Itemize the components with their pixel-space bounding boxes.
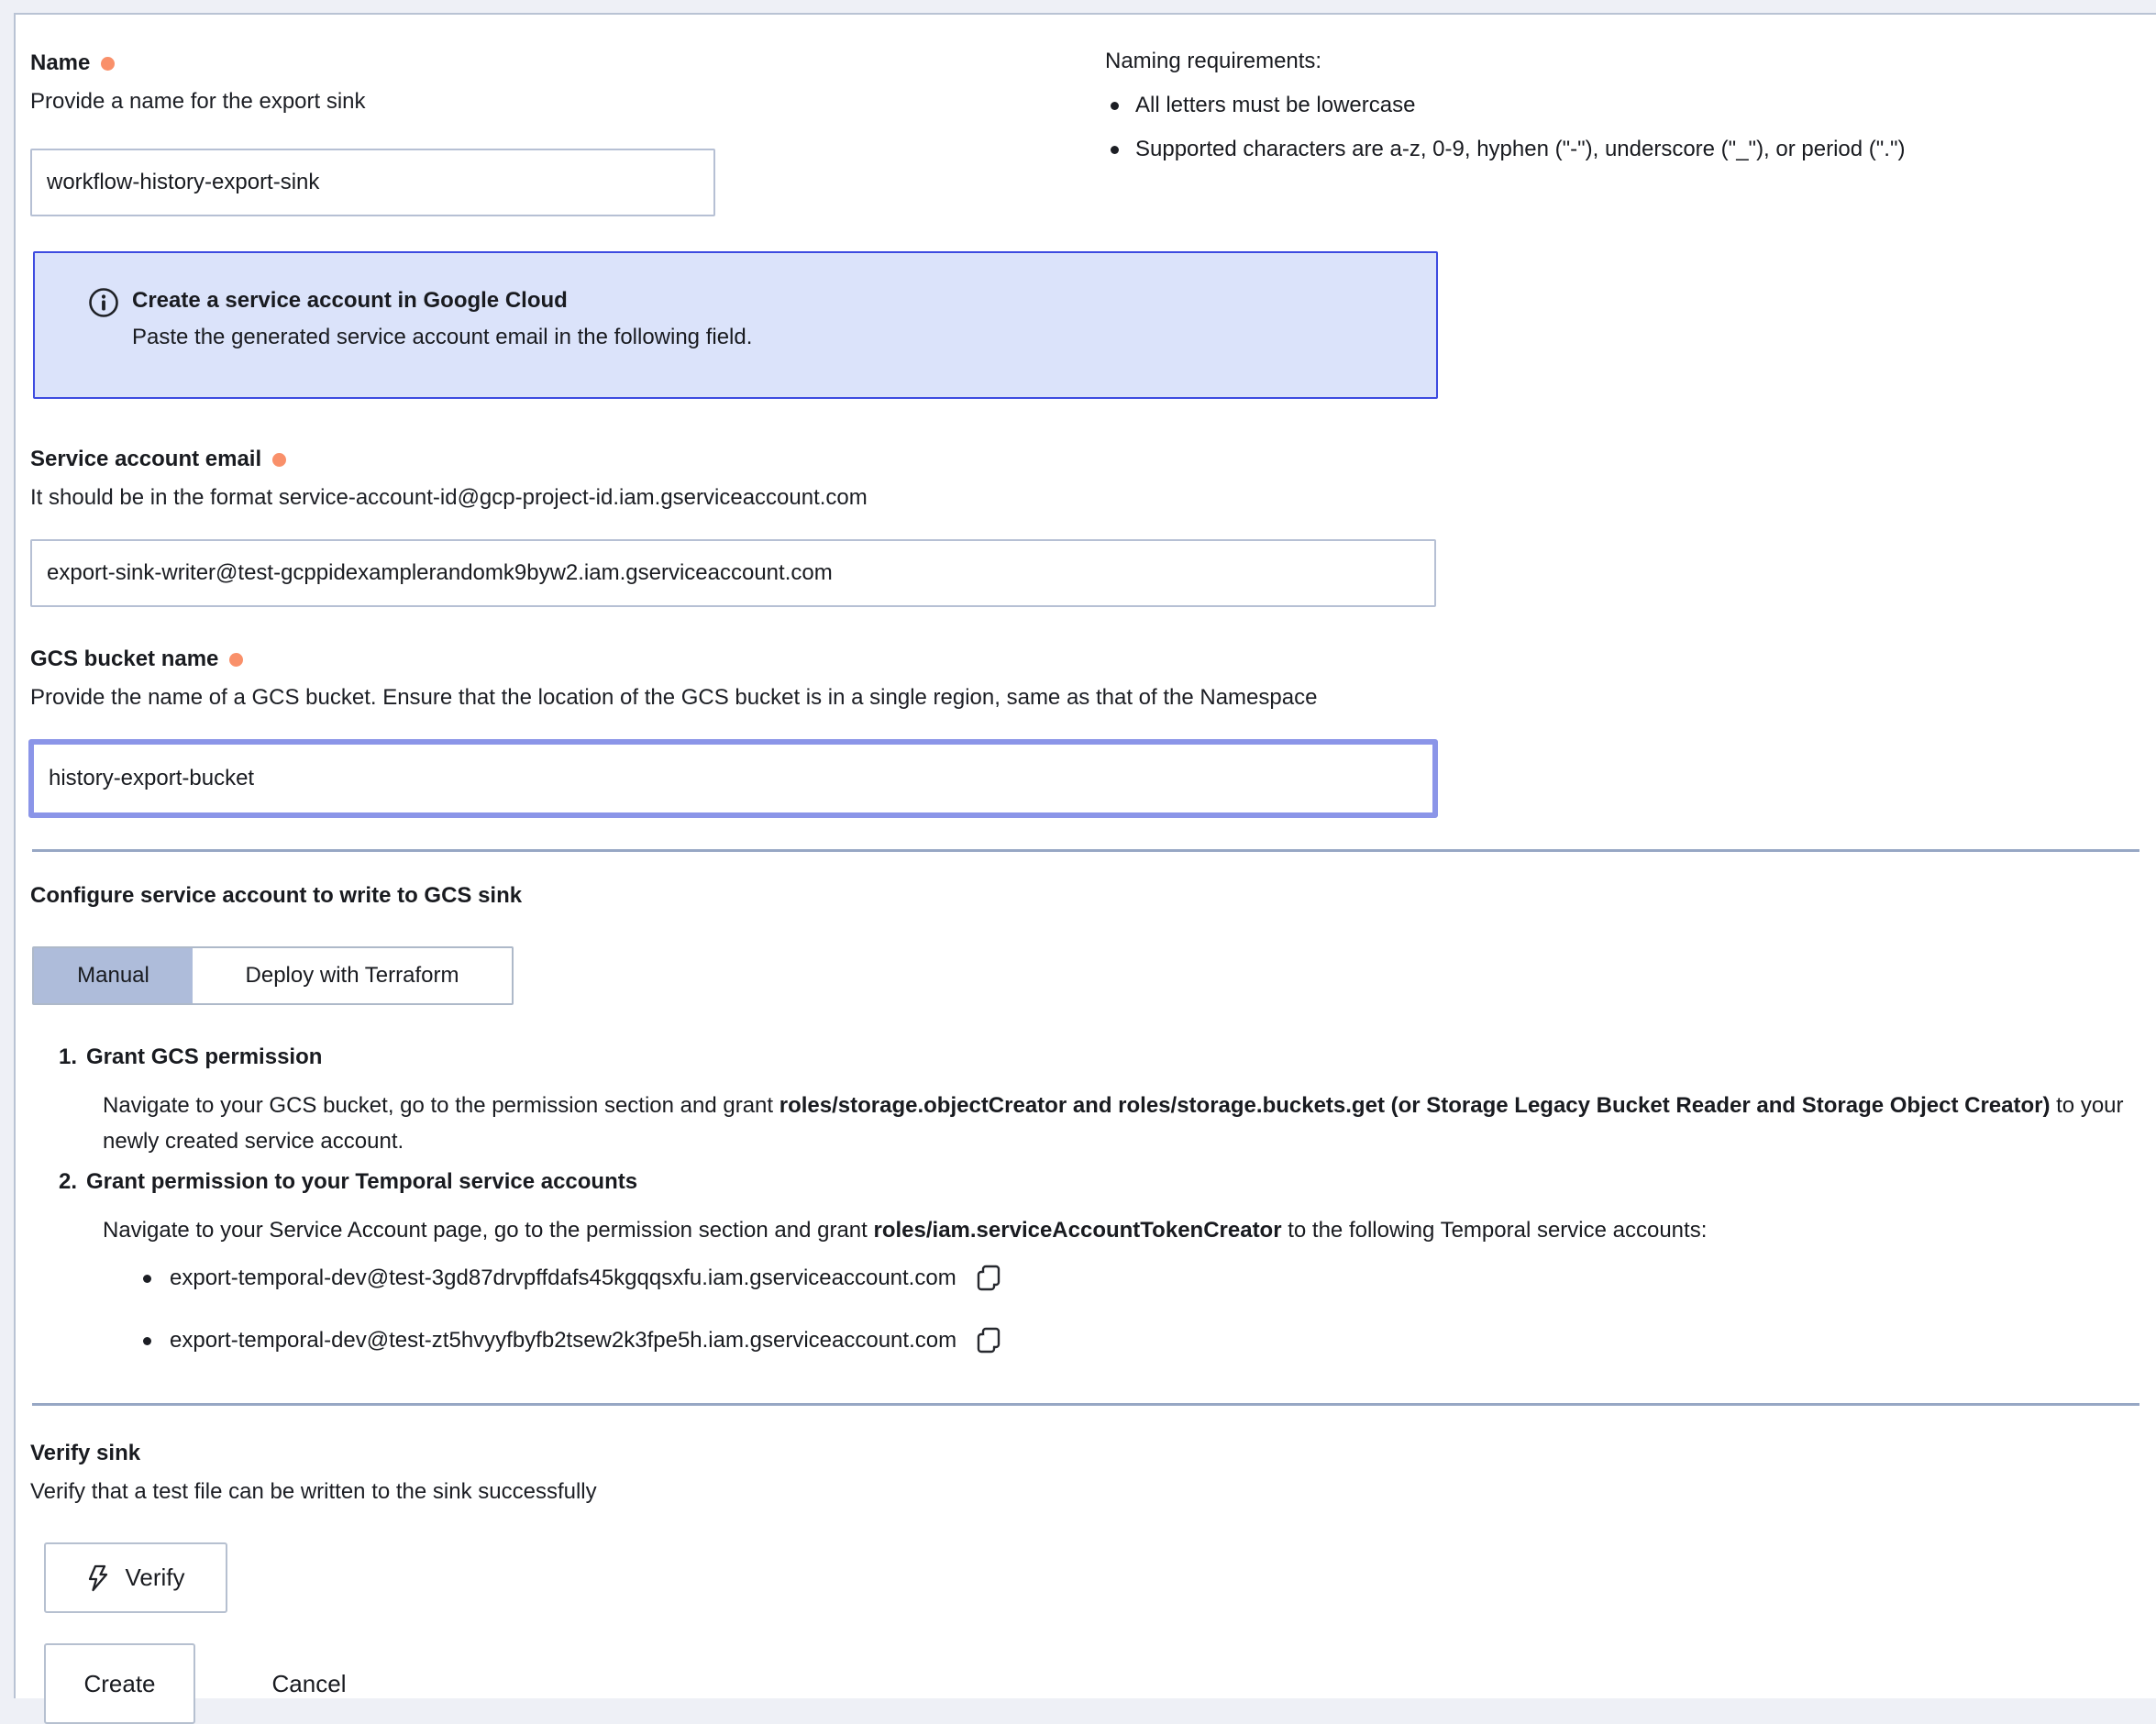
naming-requirement-item: [1105, 136, 2150, 163]
lightning-icon: [86, 1564, 110, 1592]
copy-icon[interactable]: [975, 1264, 1002, 1293]
name-input[interactable]: [30, 149, 715, 216]
divider: [32, 849, 2139, 852]
bucket-name-label-text: GCS bucket name: [30, 646, 218, 673]
verify-sink-description: Verify that a test file can be written to the sink successfully: [30, 1478, 597, 1506]
bullet-icon: [1111, 146, 1119, 154]
bullet-icon: [143, 1337, 151, 1345]
tab-manual[interactable]: Manual: [34, 948, 193, 1003]
service-account-label-text: Service account email: [30, 446, 261, 473]
bullet-icon: [1111, 102, 1119, 110]
step-2-text-post: to the following Temporal service accounts:: [1282, 1218, 1708, 1243]
naming-requirements-title: Naming requirements:: [1105, 48, 2150, 75]
bucket-name-label: [30, 646, 243, 673]
verify-sink-title: Verify sink: [30, 1440, 140, 1467]
step-2-text-pre: Navigate to your Service Account page, go to the permission section and grant: [103, 1218, 874, 1243]
bullet-icon: [143, 1275, 151, 1283]
service-account-input[interactable]: [30, 539, 1436, 607]
step-1-text-bold: roles/storage.objectCreator and roles/storage.buckets.get (or Storage Legacy Bucket Reader and Storage Object Creator): [779, 1093, 2051, 1118]
info-banner: [33, 251, 1438, 399]
temporal-service-account-email: export-temporal-dev@test-3gd87drvpffdafs45kgqqsxfu.iam.gserviceaccount.com: [170, 1264, 956, 1293]
name-field-label: [30, 50, 115, 77]
info-banner-text: [132, 286, 752, 352]
step-1-number: 1.: [59, 1044, 77, 1071]
service-account-label: [30, 446, 286, 473]
tab-deploy-with-terraform[interactable]: Deploy with Terraform: [193, 948, 512, 1003]
verify-button[interactable]: [44, 1542, 227, 1613]
step-1-title-text: Grant GCS permission: [86, 1044, 322, 1069]
export-sink-form-panel: [14, 13, 2156, 1698]
copy-icon[interactable]: [975, 1326, 1002, 1355]
required-dot: [272, 453, 286, 467]
name-field-label-text: Name: [30, 50, 90, 77]
service-account-row: [143, 1326, 1002, 1355]
step-2-text-bold: roles/iam.serviceAccountTokenCreator: [874, 1218, 1282, 1243]
required-dot: [101, 57, 115, 71]
verify-button-label: Verify: [125, 1564, 184, 1592]
naming-requirement-text: Supported characters are a-z, 0-9, hyphen ("-"), underscore ("_"), or period ("."): [1135, 136, 1905, 163]
step-1-title: [59, 1044, 322, 1071]
step-2-number: 2.: [59, 1168, 77, 1196]
step-1-text-post: to your newly created service account.: [103, 1093, 2124, 1154]
name-field-description: Provide a name for the export sink: [30, 88, 366, 116]
bucket-name-input[interactable]: [28, 739, 1438, 818]
naming-requirements: [1105, 48, 2150, 180]
bucket-name-description: Provide the name of a GCS bucket. Ensure that the location of the GCS bucket is in a single region, same as that of the Namespace: [30, 684, 1317, 712]
service-account-row: [143, 1264, 1002, 1293]
step-2-title-text: Grant permission to your Temporal service accounts: [86, 1169, 637, 1194]
step-1-instructions: [103, 1088, 2125, 1159]
configure-tabs: [32, 946, 514, 1005]
info-banner-description: Paste the generated service account email in the following field.: [132, 323, 752, 352]
divider: [32, 1403, 2139, 1406]
service-account-description: It should be in the format service-account-id@gcp-project-id.iam.gserviceaccount.com: [30, 484, 868, 512]
info-circle-icon: [88, 287, 119, 325]
info-banner-title: Create a service account in Google Cloud: [132, 286, 752, 315]
temporal-service-account-email: export-temporal-dev@test-zt5hvyyfbyfb2tsew2k3fpe5h.iam.gserviceaccount.com: [170, 1326, 956, 1355]
create-button[interactable]: Create: [44, 1643, 195, 1724]
required-dot: [229, 653, 243, 667]
naming-requirement-text: All letters must be lowercase: [1135, 92, 1415, 119]
step-1-text-pre: Navigate to your GCS bucket, go to the permission section and grant: [103, 1093, 779, 1118]
step-2-title: [59, 1168, 637, 1196]
naming-requirement-item: [1105, 92, 2150, 119]
configure-section-title: Configure service account to write to GCS sink: [30, 882, 522, 910]
cancel-button[interactable]: Cancel: [245, 1656, 373, 1711]
step-2-instructions: [103, 1212, 2125, 1248]
